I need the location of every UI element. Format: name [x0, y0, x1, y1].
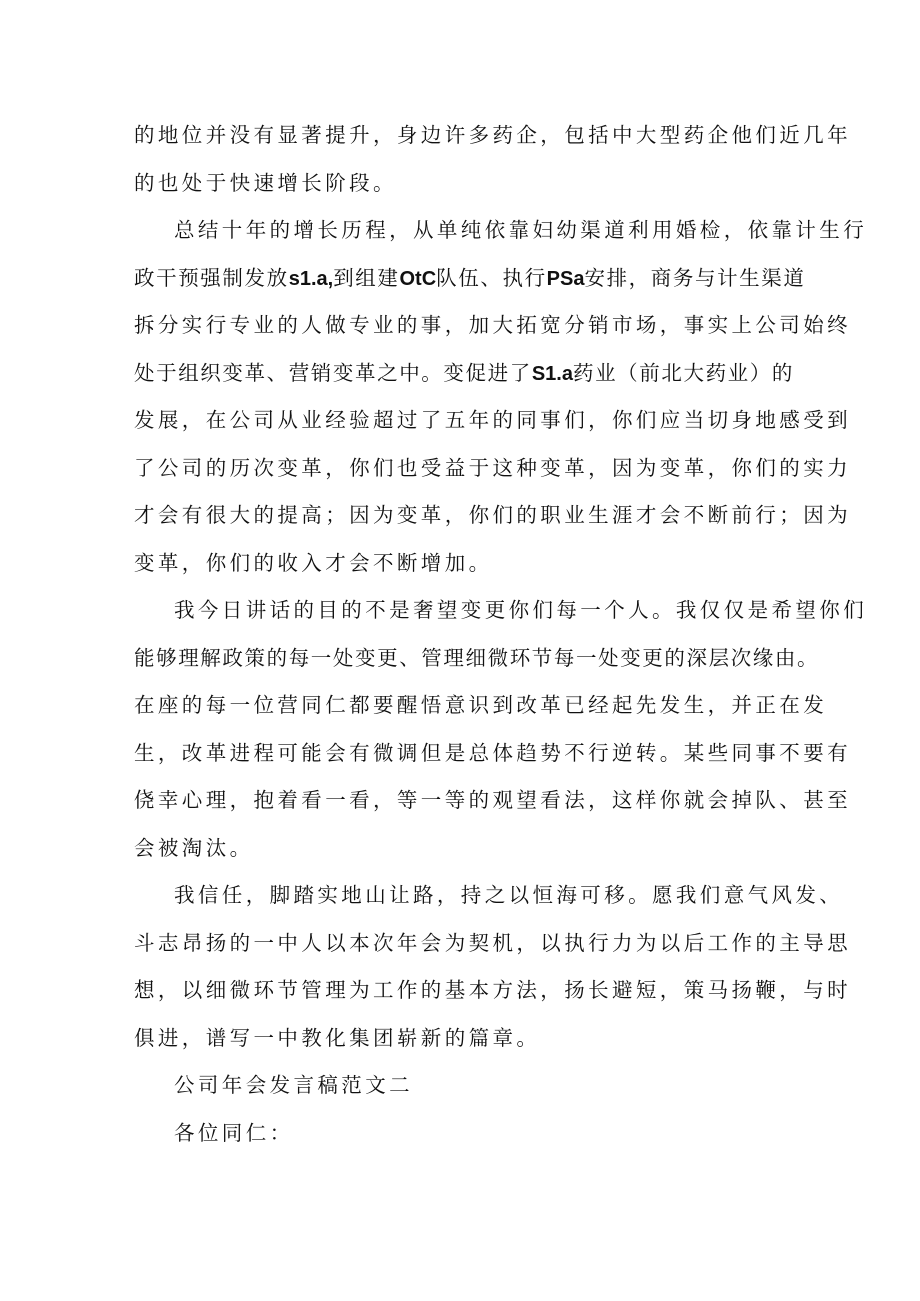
- text-span: 到组建: [333, 265, 400, 290]
- text-line: 了公司的历次变革，你们也受益于这种变革，因为变革，你们的实力: [134, 455, 851, 480]
- text-line: 在座的每一位营同仁都要醒悟意识到改革已经起先发生，并正在发: [134, 693, 828, 717]
- text-line: 我今日讲话的目的不是奢望变更你们每一个人。我仅仅是希望你们: [174, 598, 868, 622]
- text-line: 我信任，脚踏实地山让路，持之以恒海可移。愿我们意气风发、: [174, 883, 844, 907]
- text-span: 政干预强制发放: [134, 265, 289, 290]
- salutation: 各位同仁：: [174, 1120, 294, 1145]
- paragraph-1: [134, 112, 851, 207]
- text-line: 侥幸心理，抱着看一看，等一等的观望看法，这样你就会掉队、甚至: [134, 788, 851, 812]
- text-line: 会被淘汰。: [134, 835, 254, 860]
- text-line-mixed: [134, 255, 804, 303]
- text-span-latin: PSa: [546, 267, 585, 290]
- text-span-latin: OtC: [399, 267, 437, 290]
- text-line: 拆分实行专业的人做专业的事，加大拓宽分销市场，事实上公司始终: [134, 313, 851, 337]
- text-line: 总结十年的增长历程，从单纯依靠妇幼渠道利用婚检，依靠计生行: [174, 218, 868, 242]
- text-line: 的地位并没有显著提升，身边许多药企，包括中大型药企他们近几年: [134, 123, 851, 147]
- text-line: 变革，你们的收入才会不断增加。: [134, 550, 493, 575]
- text-span: 安排，商务与计生渠道: [584, 265, 806, 290]
- section-heading: 公司年会发言稿范文二: [174, 1073, 413, 1097]
- paragraph-3: [134, 587, 868, 872]
- text-line: 想，以细微环节管理为工作的基本方法，扬长避短，策马扬鞭，与时: [134, 978, 851, 1002]
- text-line: 发展，在公司从业经验超过了五年的同事们，你们应当切身地感受到: [134, 408, 851, 432]
- text-line: 俱进，谱写一中教化集团崭新的篇章。: [134, 1025, 541, 1050]
- document-body: [134, 112, 868, 1157]
- text-line: 才会有很大的提高；因为变革，你们的职业生涯才会不断前行；因为: [134, 503, 851, 527]
- paragraph-2: [134, 207, 868, 587]
- text-line: 能够理解政策的每一处变更、管理细微环节每一处变更的深层次缘由。: [134, 645, 820, 670]
- text-span-latin: S1.a: [531, 362, 573, 385]
- text-span-latin: s1.a,: [288, 267, 334, 290]
- text-line: 斗志昂扬的一中人以本次年会为契机，以执行力为以后工作的主导思: [134, 930, 851, 955]
- text-line: 生，改革进程可能会有微调但是总体趋势不行逆转。某些同事不要有: [134, 740, 851, 765]
- text-line-mixed: [134, 350, 804, 398]
- text-span: 处于组织变革、营销变革之中。变促进了: [134, 360, 532, 385]
- text-line: 的也处于快速增长阶段。: [134, 170, 397, 195]
- text-span: 药业（前北大药业）的: [572, 360, 794, 385]
- text-span: 队伍、执行: [436, 265, 547, 290]
- paragraph-4: [134, 872, 851, 1062]
